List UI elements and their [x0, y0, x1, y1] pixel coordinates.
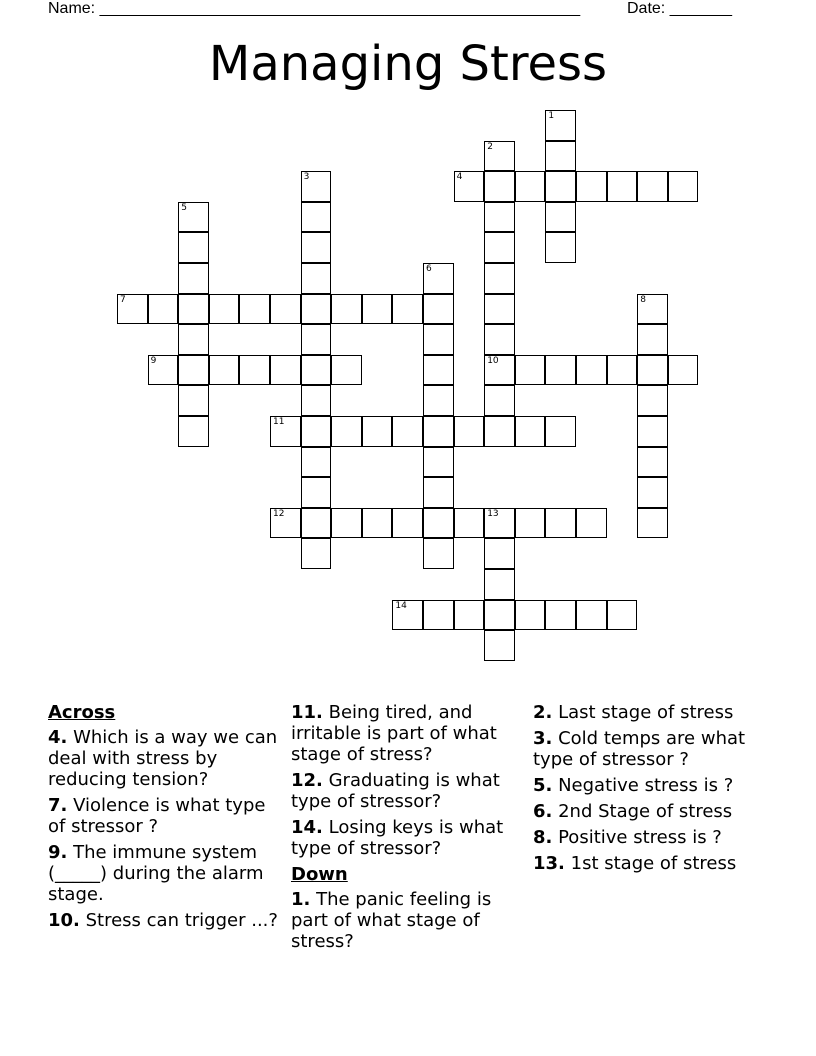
- cell-number: 9: [150, 355, 157, 366]
- crossword-cell[interactable]: [301, 324, 332, 355]
- crossword-cell[interactable]: [484, 232, 515, 263]
- crossword-cell[interactable]: [301, 477, 332, 508]
- crossword-cell[interactable]: [484, 630, 515, 661]
- crossword-cell[interactable]: [423, 447, 454, 478]
- clue-number: 9.: [48, 842, 68, 863]
- crossword-cell[interactable]: [484, 355, 515, 386]
- clue-number: 2.: [533, 702, 553, 723]
- crossword-cell[interactable]: [392, 416, 423, 447]
- clue-number: 6.: [533, 801, 553, 822]
- crossword-cell[interactable]: [545, 416, 576, 447]
- clue-text: The panic feeling is part of what stage of stress?: [291, 889, 492, 952]
- clue-text: Graduating is what type of stressor?: [291, 770, 500, 812]
- crossword-cell[interactable]: [545, 600, 576, 631]
- crossword-cell[interactable]: [209, 355, 240, 386]
- crossword-cell[interactable]: [484, 569, 515, 600]
- crossword-cell[interactable]: [178, 355, 209, 386]
- crossword-cell[interactable]: [301, 538, 332, 569]
- date-field-label: Date: _______: [627, 0, 732, 17]
- clue-across-11: [291, 702, 523, 765]
- crossword-cell[interactable]: [423, 385, 454, 416]
- crossword-cell[interactable]: [454, 600, 485, 631]
- clue-text: Stress can trigger ...?: [79, 910, 278, 931]
- crossword-cell[interactable]: [301, 416, 332, 447]
- crossword-cell[interactable]: [607, 355, 638, 386]
- crossword-cell[interactable]: [178, 416, 209, 447]
- crossword-cell[interactable]: [423, 263, 454, 294]
- crossword-cell[interactable]: [454, 171, 485, 202]
- crossword-cell[interactable]: [484, 171, 515, 202]
- cell-number: 5: [181, 202, 187, 213]
- crossword-cell[interactable]: [637, 324, 668, 355]
- crossword-cell[interactable]: [515, 600, 546, 631]
- crossword-cell[interactable]: [423, 600, 454, 631]
- crossword-cell[interactable]: [423, 538, 454, 569]
- cell-number: 7: [120, 294, 126, 305]
- crossword-cell[interactable]: [178, 263, 209, 294]
- cell-number: 3: [303, 172, 310, 183]
- crossword-cell[interactable]: [301, 385, 332, 416]
- clue-down-1: [291, 889, 523, 952]
- clue-number: 8.: [533, 827, 553, 848]
- crossword-cell[interactable]: [484, 294, 515, 325]
- crossword-cell[interactable]: [362, 508, 393, 539]
- clue-number: 1.: [291, 889, 311, 910]
- cell-number: 8: [640, 294, 646, 305]
- crossword-cell[interactable]: [545, 110, 576, 141]
- crossword-cell[interactable]: [454, 416, 485, 447]
- crossword-cell[interactable]: [454, 508, 485, 539]
- crossword-cell[interactable]: [301, 202, 332, 233]
- clue-number: 13.: [533, 853, 565, 874]
- clues-column-3: [533, 702, 773, 879]
- crossword-cell[interactable]: [301, 294, 332, 325]
- crossword-cell[interactable]: [484, 600, 515, 631]
- cell-number: 6: [426, 264, 432, 274]
- crossword-cell[interactable]: [148, 355, 179, 386]
- crossword-cell[interactable]: [178, 385, 209, 416]
- crossword-cell[interactable]: [331, 416, 362, 447]
- crossword-cell[interactable]: [423, 355, 454, 386]
- crossword-cell[interactable]: [545, 141, 576, 172]
- clue-text: The immune system (_____) during the alarm stage.: [48, 842, 264, 905]
- clue-across-9: [48, 842, 280, 905]
- crossword-cell[interactable]: [668, 171, 699, 202]
- crossword-cell[interactable]: [607, 171, 638, 202]
- crossword-cell[interactable]: [331, 355, 362, 386]
- clue-number: 14.: [291, 817, 323, 838]
- crossword-cell[interactable]: [576, 355, 607, 386]
- clue-across-4: [48, 727, 280, 790]
- cell-number: 11: [273, 417, 285, 427]
- clue-text: Positive stress is ?: [552, 827, 722, 848]
- clue-text: Cold temps are what type of stressor ?: [533, 728, 746, 770]
- clue-down-13: [533, 853, 773, 874]
- clue-number: 12.: [291, 770, 323, 791]
- clue-text: Losing keys is what type of stressor?: [291, 817, 504, 859]
- crossword-cell[interactable]: [637, 416, 668, 447]
- cell-number: 14: [395, 600, 407, 611]
- crossword-cell[interactable]: [545, 232, 576, 263]
- clue-across-7: [48, 795, 280, 837]
- clue-number: 5.: [533, 775, 553, 796]
- crossword-cell[interactable]: [301, 355, 332, 386]
- clue-down-5: [533, 775, 773, 796]
- crossword-cell[interactable]: [270, 294, 301, 325]
- page-title: Managing Stress: [208, 36, 608, 92]
- crossword-cell[interactable]: [545, 202, 576, 233]
- crossword-cell[interactable]: [484, 538, 515, 569]
- crossword-cell[interactable]: [178, 294, 209, 325]
- crossword-cell[interactable]: [484, 263, 515, 294]
- crossword-cell[interactable]: [576, 600, 607, 631]
- crossword-cell[interactable]: [484, 324, 515, 355]
- crossword-cell[interactable]: [117, 294, 148, 325]
- crossword-cell[interactable]: [423, 477, 454, 508]
- crossword-cell[interactable]: [637, 447, 668, 478]
- crossword-cell[interactable]: [637, 294, 668, 325]
- crossword-cell[interactable]: [392, 600, 423, 631]
- cell-number: 12: [273, 508, 285, 519]
- clue-down-2: [533, 702, 773, 723]
- cell-number: 10: [487, 355, 499, 366]
- crossword-cell[interactable]: [637, 508, 668, 539]
- crossword-cell[interactable]: [301, 447, 332, 478]
- crossword-cell[interactable]: [576, 171, 607, 202]
- crossword-cell[interactable]: [301, 508, 332, 539]
- crossword-cell[interactable]: [331, 294, 362, 325]
- crossword-cell[interactable]: [239, 294, 270, 325]
- crossword-cell[interactable]: [178, 324, 209, 355]
- crossword-cell[interactable]: [423, 294, 454, 325]
- clue-across-12: [291, 770, 523, 812]
- crossword-cell[interactable]: [331, 508, 362, 539]
- crossword-cell[interactable]: [607, 600, 638, 631]
- crossword-cell[interactable]: [301, 263, 332, 294]
- cell-number: 13: [487, 508, 499, 519]
- crossword-cell[interactable]: [209, 294, 240, 325]
- crossword-cell[interactable]: [423, 508, 454, 539]
- crossword-cell[interactable]: [484, 385, 515, 416]
- crossword-cell[interactable]: [545, 508, 576, 539]
- clue-number: 4.: [48, 727, 68, 748]
- crossword-cell[interactable]: [484, 141, 515, 172]
- crossword-cell[interactable]: [270, 416, 301, 447]
- crossword-cell[interactable]: [637, 355, 668, 386]
- crossword-cell[interactable]: [515, 355, 546, 386]
- clues-column-1: [48, 702, 280, 936]
- clue-down-6: [533, 801, 773, 822]
- crossword-cell[interactable]: [545, 355, 576, 386]
- cell-number: 4: [456, 172, 463, 183]
- clue-text: Violence is what type of stressor ?: [48, 795, 266, 837]
- crossword-cell[interactable]: [148, 294, 179, 325]
- crossword-cell[interactable]: [270, 355, 301, 386]
- crossword-cell[interactable]: [423, 324, 454, 355]
- clue-text: Being tired, and irritable is part of what stage of stress?: [291, 702, 497, 765]
- crossword-cell[interactable]: [637, 477, 668, 508]
- across-heading: Across: [48, 702, 116, 723]
- crossword-cell[interactable]: [270, 508, 301, 539]
- crossword-cell[interactable]: [515, 416, 546, 447]
- crossword-cell[interactable]: [362, 416, 393, 447]
- clue-number: 7.: [48, 795, 68, 816]
- crossword-cell[interactable]: [301, 171, 332, 202]
- crossword-cell[interactable]: [668, 355, 699, 386]
- clue-text: Which is a way we can deal with stress by reducing tension?: [48, 727, 278, 790]
- clue-text: 1st stage of stress: [564, 853, 737, 874]
- crossword-cell[interactable]: [484, 202, 515, 233]
- crossword-cell[interactable]: [545, 171, 576, 202]
- crossword-cell[interactable]: [637, 171, 668, 202]
- cell-number: 1: [548, 111, 555, 121]
- clue-text: Last stage of stress: [552, 702, 734, 723]
- cell-number: 2: [487, 141, 493, 152]
- crossword-cell[interactable]: [515, 171, 546, 202]
- crossword-cell[interactable]: [515, 508, 546, 539]
- clues-column-2: [291, 702, 523, 957]
- crossword-cell[interactable]: [301, 232, 332, 263]
- clue-text: 2nd Stage of stress: [552, 801, 733, 822]
- down-heading: Down: [291, 864, 348, 885]
- crossword-cell[interactable]: [484, 416, 515, 447]
- crossword-cell[interactable]: [576, 508, 607, 539]
- clue-text: Negative stress is ?: [552, 775, 734, 796]
- clue-number: 3.: [533, 728, 553, 749]
- clue-number: 10.: [48, 910, 80, 931]
- crossword-cell[interactable]: [392, 508, 423, 539]
- name-field-label: Name: ______________________________________________________: [48, 0, 581, 17]
- crossword-cell[interactable]: [178, 202, 209, 233]
- clue-across-14: [291, 817, 523, 859]
- crossword-cell[interactable]: [239, 355, 270, 386]
- clue-down-3: [533, 728, 773, 770]
- crossword-cell[interactable]: [362, 294, 393, 325]
- crossword-cell[interactable]: [392, 294, 423, 325]
- clue-number: 11.: [291, 702, 323, 723]
- clue-down-8: [533, 827, 773, 848]
- crossword-cell[interactable]: [423, 416, 454, 447]
- clue-across-10: [48, 910, 280, 931]
- crossword-cell[interactable]: [484, 508, 515, 539]
- crossword-cell[interactable]: [178, 232, 209, 263]
- crossword-cell[interactable]: [637, 385, 668, 416]
